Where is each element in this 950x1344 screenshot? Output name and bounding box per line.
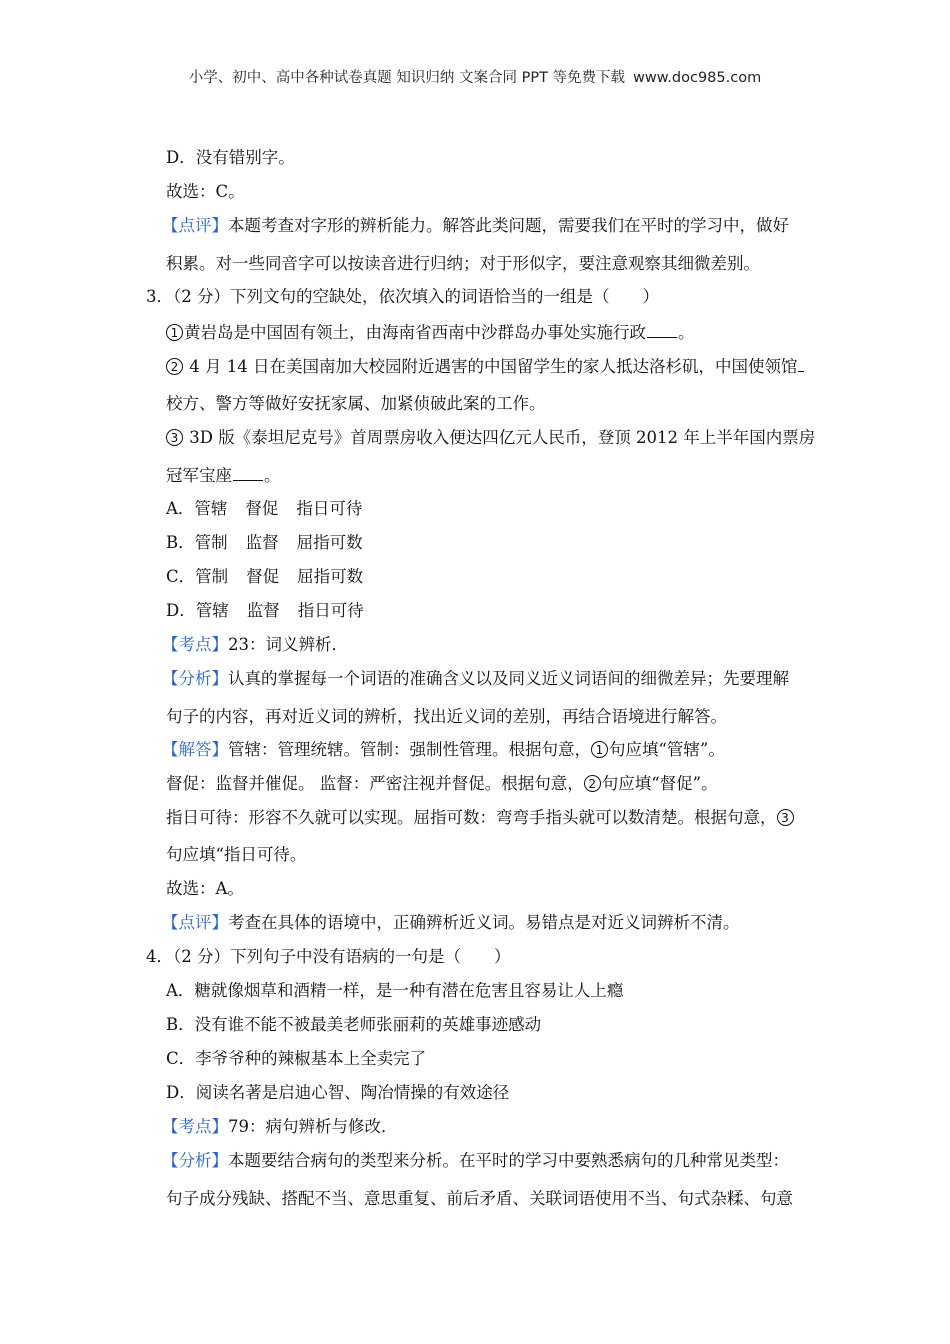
jieda-text: 句应填“管辖”。 (609, 740, 725, 759)
jieda-tag: 【解答】 (162, 740, 228, 759)
comment-tag: 【点评】 (162, 216, 228, 235)
q3-sentence-3 (166, 425, 816, 451)
sentence-text: 4 月 14 日在美国南加大校园附近遇害的中国留学生的家人抵达洛杉矶，中国使领馆 (184, 357, 798, 376)
option-word: 指日可待 (297, 601, 364, 620)
dianping-tag: 【点评】 (162, 913, 228, 932)
circled-number: 3 (777, 809, 794, 826)
q2-answer: 故选：C。 (166, 182, 245, 201)
sentence-end: 。 (678, 323, 695, 342)
jieda-text: 指日可待：形容不久就可以实现。屈指可数：弯弯手指头就可以数清楚。根据句意， (166, 808, 777, 827)
option-word: 管辖 (194, 499, 228, 518)
option-word: 管制 (195, 567, 229, 586)
q4-kaodian (162, 1114, 812, 1140)
option-word: 管制 (194, 533, 228, 552)
blank (798, 353, 804, 372)
q3-sentence-2 (166, 353, 816, 380)
page-header (0, 66, 950, 87)
option-label: D． (166, 601, 196, 620)
circled-number: 3 (166, 429, 183, 446)
option-word: 屈指可数 (296, 533, 363, 552)
q2-comment-cont: 积累。对一些同音字可以按读音进行归纳；对于形似字，要注意观察其细微差别。 (166, 254, 760, 273)
q4-stem: 4．（2 分）下列句子中没有语病的一句是（ ） (146, 947, 511, 966)
q3-sentence-1 (166, 319, 816, 346)
q4-option-d: D．阅读名著是启迪心智、陶冶情操的有效途径 (166, 1083, 510, 1102)
q3-kaodian (162, 632, 812, 658)
circled-number: 2 (166, 358, 183, 375)
sentence-text: 3D 版《泰坦尼克号》首周票房收入便达四亿元人民币，登顶 2012 年上半年国内票房 (184, 428, 816, 447)
q4-fenxi (162, 1148, 812, 1174)
q4-fenxi-cont: 句子成分残缺、搭配不当、意思重复、前后矛盾、关联词语使用不当、句式杂糅、句意 (166, 1189, 793, 1208)
kaodian-text: 79：病句辨析与修改． (228, 1117, 398, 1136)
q3-jieda-2 (166, 771, 816, 797)
option-word: 监督 (246, 601, 280, 620)
q3-sentence-3-cont (166, 462, 816, 489)
q3-jieda (162, 737, 812, 763)
jieda-text: 督促：监督并催促。 监督：严密注视并督促。根据句意， (166, 774, 584, 793)
option-word: 管辖 (195, 601, 229, 620)
kaodian-tag: 【考点】 (162, 635, 228, 654)
option-word: 监督 (245, 533, 279, 552)
comment-text: 本题考查对字形的辨析能力。解答此类问题，需要我们在平时的学习中，做好 (228, 216, 789, 235)
option-word: 指日可待 (296, 499, 363, 518)
fenxi-tag: 【分析】 (162, 1151, 228, 1170)
blank (233, 462, 263, 481)
option-label: B． (166, 533, 195, 552)
q3-jieda-3 (166, 805, 816, 831)
q4-option-c: C．李爷爷种的辣椒基本上全卖完了 (166, 1049, 427, 1068)
fenxi-text: 认真的掌握每一个词语的准确含义以及同义近义词语间的细微差异；先要理解 (228, 669, 789, 688)
q3-stem: 3．（2 分）下列文句的空缺处，依次填入的词语恰当的一组是（ ） (146, 287, 659, 306)
q3-option-a (166, 496, 816, 522)
header-url[interactable]: www.doc985.com (633, 70, 762, 86)
q3-sentence-2-cont: 校方、警方等做好安抚家属、加紧侦破此案的工作。 (166, 394, 546, 413)
q2-option-d: D．没有错别字。 (166, 148, 295, 167)
sentence-text: 冠军宝座 (166, 466, 232, 485)
fenxi-tag: 【分析】 (162, 669, 228, 688)
blank (647, 319, 677, 338)
circled-number: 1 (591, 741, 608, 758)
sentence-end: 。 (264, 466, 281, 485)
option-word: 督促 (246, 567, 280, 586)
q3-fenxi-cont: 句子的内容，再对近义词的辨析，找出近义词的差别，再结合语境进行解答。 (166, 707, 727, 726)
jieda-text: 句应填“督促”。 (601, 774, 718, 793)
q3-fenxi (162, 666, 812, 692)
header-text: 小学、初中、高中各种试卷真题 知识归纳 文案合同 PPT 等免费下载 (188, 70, 626, 86)
q3-option-c (166, 564, 816, 590)
option-label: A． (166, 499, 195, 518)
q3-dianping (162, 910, 812, 936)
fenxi-text: 本题要结合病句的类型来分析。在平时的学习中要熟悉病句的几种常见类型： (228, 1151, 789, 1170)
q3-option-b (166, 530, 816, 556)
jieda-text: 管辖：管理统辖。管制：强制性管理。根据句意， (228, 740, 591, 759)
q4-option-b: B．没有谁不能不被最美老师张丽莉的英雄事迹感动 (166, 1015, 542, 1034)
sentence-text: 黄岩岛是中国固有领土，由海南省西南中沙群岛办事处实施行政 (184, 323, 646, 342)
kaodian-tag: 【考点】 (162, 1117, 228, 1136)
q3-jieda-4: 句应填“指日可待。 (166, 845, 307, 864)
q3-answer: 故选：A。 (166, 879, 244, 898)
circled-number: 2 (584, 775, 601, 792)
q3-option-d (166, 598, 816, 624)
dianping-text: 考查在具体的语境中，正确辨析近义词。易错点是对近义词辨析不清。 (228, 913, 740, 932)
q4-option-a: A．糖就像烟草和酒精一样，是一种有潜在危害且容易让人上瘾 (166, 981, 624, 1000)
option-word: 屈指可数 (297, 567, 364, 586)
circled-number: 1 (166, 324, 183, 341)
kaodian-text: 23：词义辨析． (228, 635, 348, 654)
q2-comment (162, 213, 812, 239)
option-label: C． (166, 567, 196, 586)
option-word: 督促 (245, 499, 279, 518)
